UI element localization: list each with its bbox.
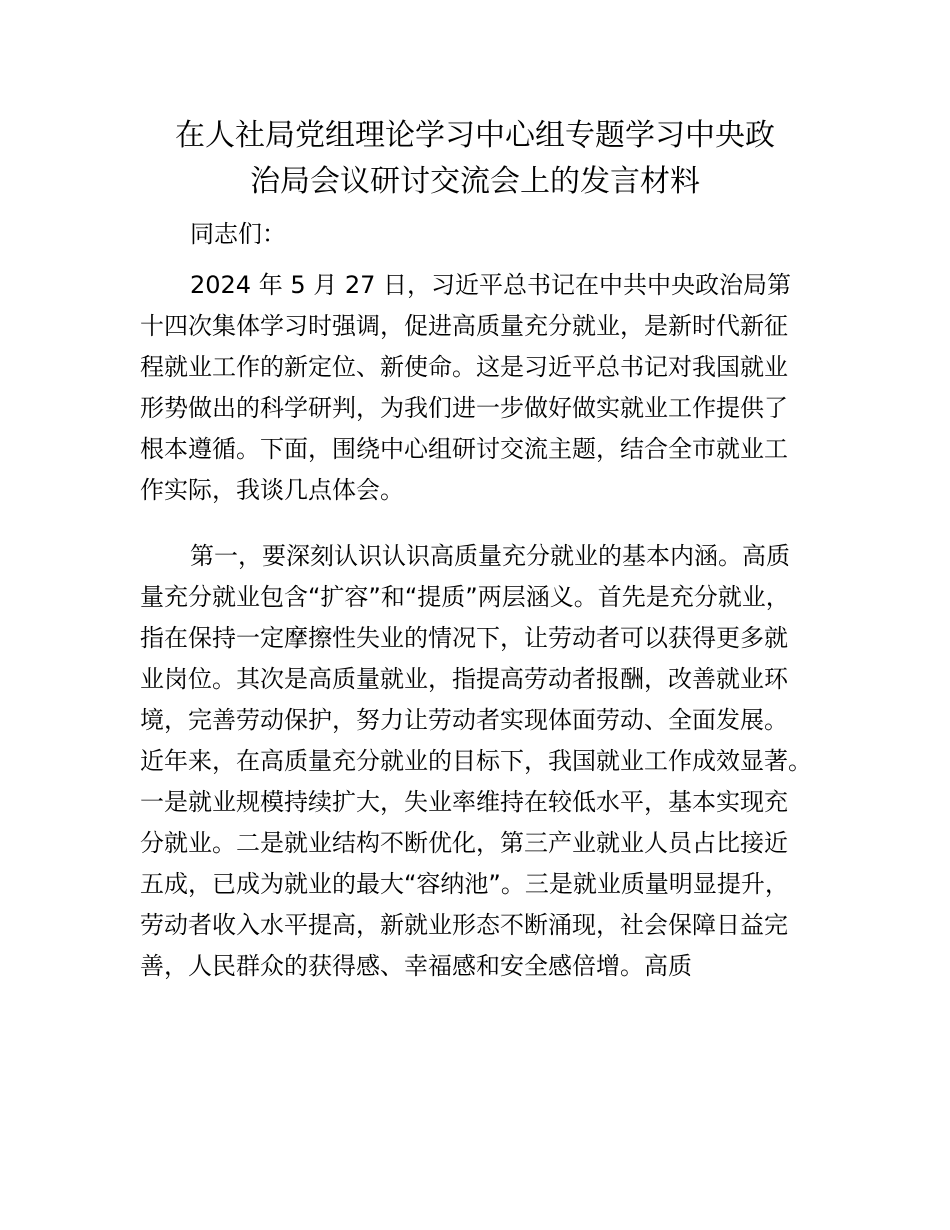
paragraph-1-line: 形势做出的科学研判，为我们进一步做好做实就业工作提供了 <box>140 394 788 422</box>
paragraph-2-line: 境，完善劳动保护，努力让劳动者实现体面劳动、全面发展。 <box>140 706 788 734</box>
paragraph-2-line: 指在保持一定摩擦性失业的情况下，让劳动者可以获得更多就 <box>140 624 788 652</box>
paragraph-2 <box>140 536 830 987</box>
paragraph-2-line: 分就业。二是就业结构不断优化，第三产业就业人员占比接近 <box>140 829 788 857</box>
paragraph-1-line: 程就业工作的新定位、新使命。这是习近平总书记对我国就业 <box>140 353 788 381</box>
paragraph-2-line: 业岗位。其次是高质量就业，指提高劳动者报酬，改善就业环 <box>140 665 788 693</box>
paragraph-1-line: 根本遵循。下面，围绕中心组研讨交流主题，结合全市就业工 <box>140 435 788 463</box>
paragraph-2-line: 五成，已成为就业的最大“容纳池”。三是就业质量明显提升， <box>140 870 789 898</box>
document-title-line-2: 治局会议研讨交流会上的发言材料 <box>250 164 700 199</box>
paragraph-2-line: 一是就业规模持续扩大，失业率维持在较低水平，基本实现充 <box>140 788 788 816</box>
paragraph-2-line: 劳动者收入水平提高，新就业形态不断涌现，社会保障日益完 <box>140 911 788 939</box>
paragraph-2-line: 善，人民群众的获得感、幸福感和安全感倍增。高质 <box>140 952 692 980</box>
paragraph-2-line: 近年来，在高质量充分就业的目标下，我国就业工作成效显著。 <box>140 747 812 775</box>
paragraph-2-line: 第一，要深刻认识认识高质量充分就业的基本内涵。高质 <box>190 542 790 570</box>
paragraph-1-line: 十四次集体学习时强调，促进高质量充分就业，是新时代新征 <box>140 312 788 340</box>
document-title-line-1: 在人社局党组理论学习中心组专题学习中央政 <box>175 118 775 153</box>
paragraph-1-line: 2024 年 5 月 27 日，习近平总书记在中共中央政治局第 <box>190 271 792 299</box>
paragraph-1-line: 作实际，我谈几点体会。 <box>140 476 404 504</box>
paragraph-1 <box>140 265 830 511</box>
salutation: 同志们： <box>190 220 286 248</box>
paragraph-2-line: 量充分就业包含“扩容”和“提质”两层涵义。首先是充分就业， <box>140 583 790 611</box>
